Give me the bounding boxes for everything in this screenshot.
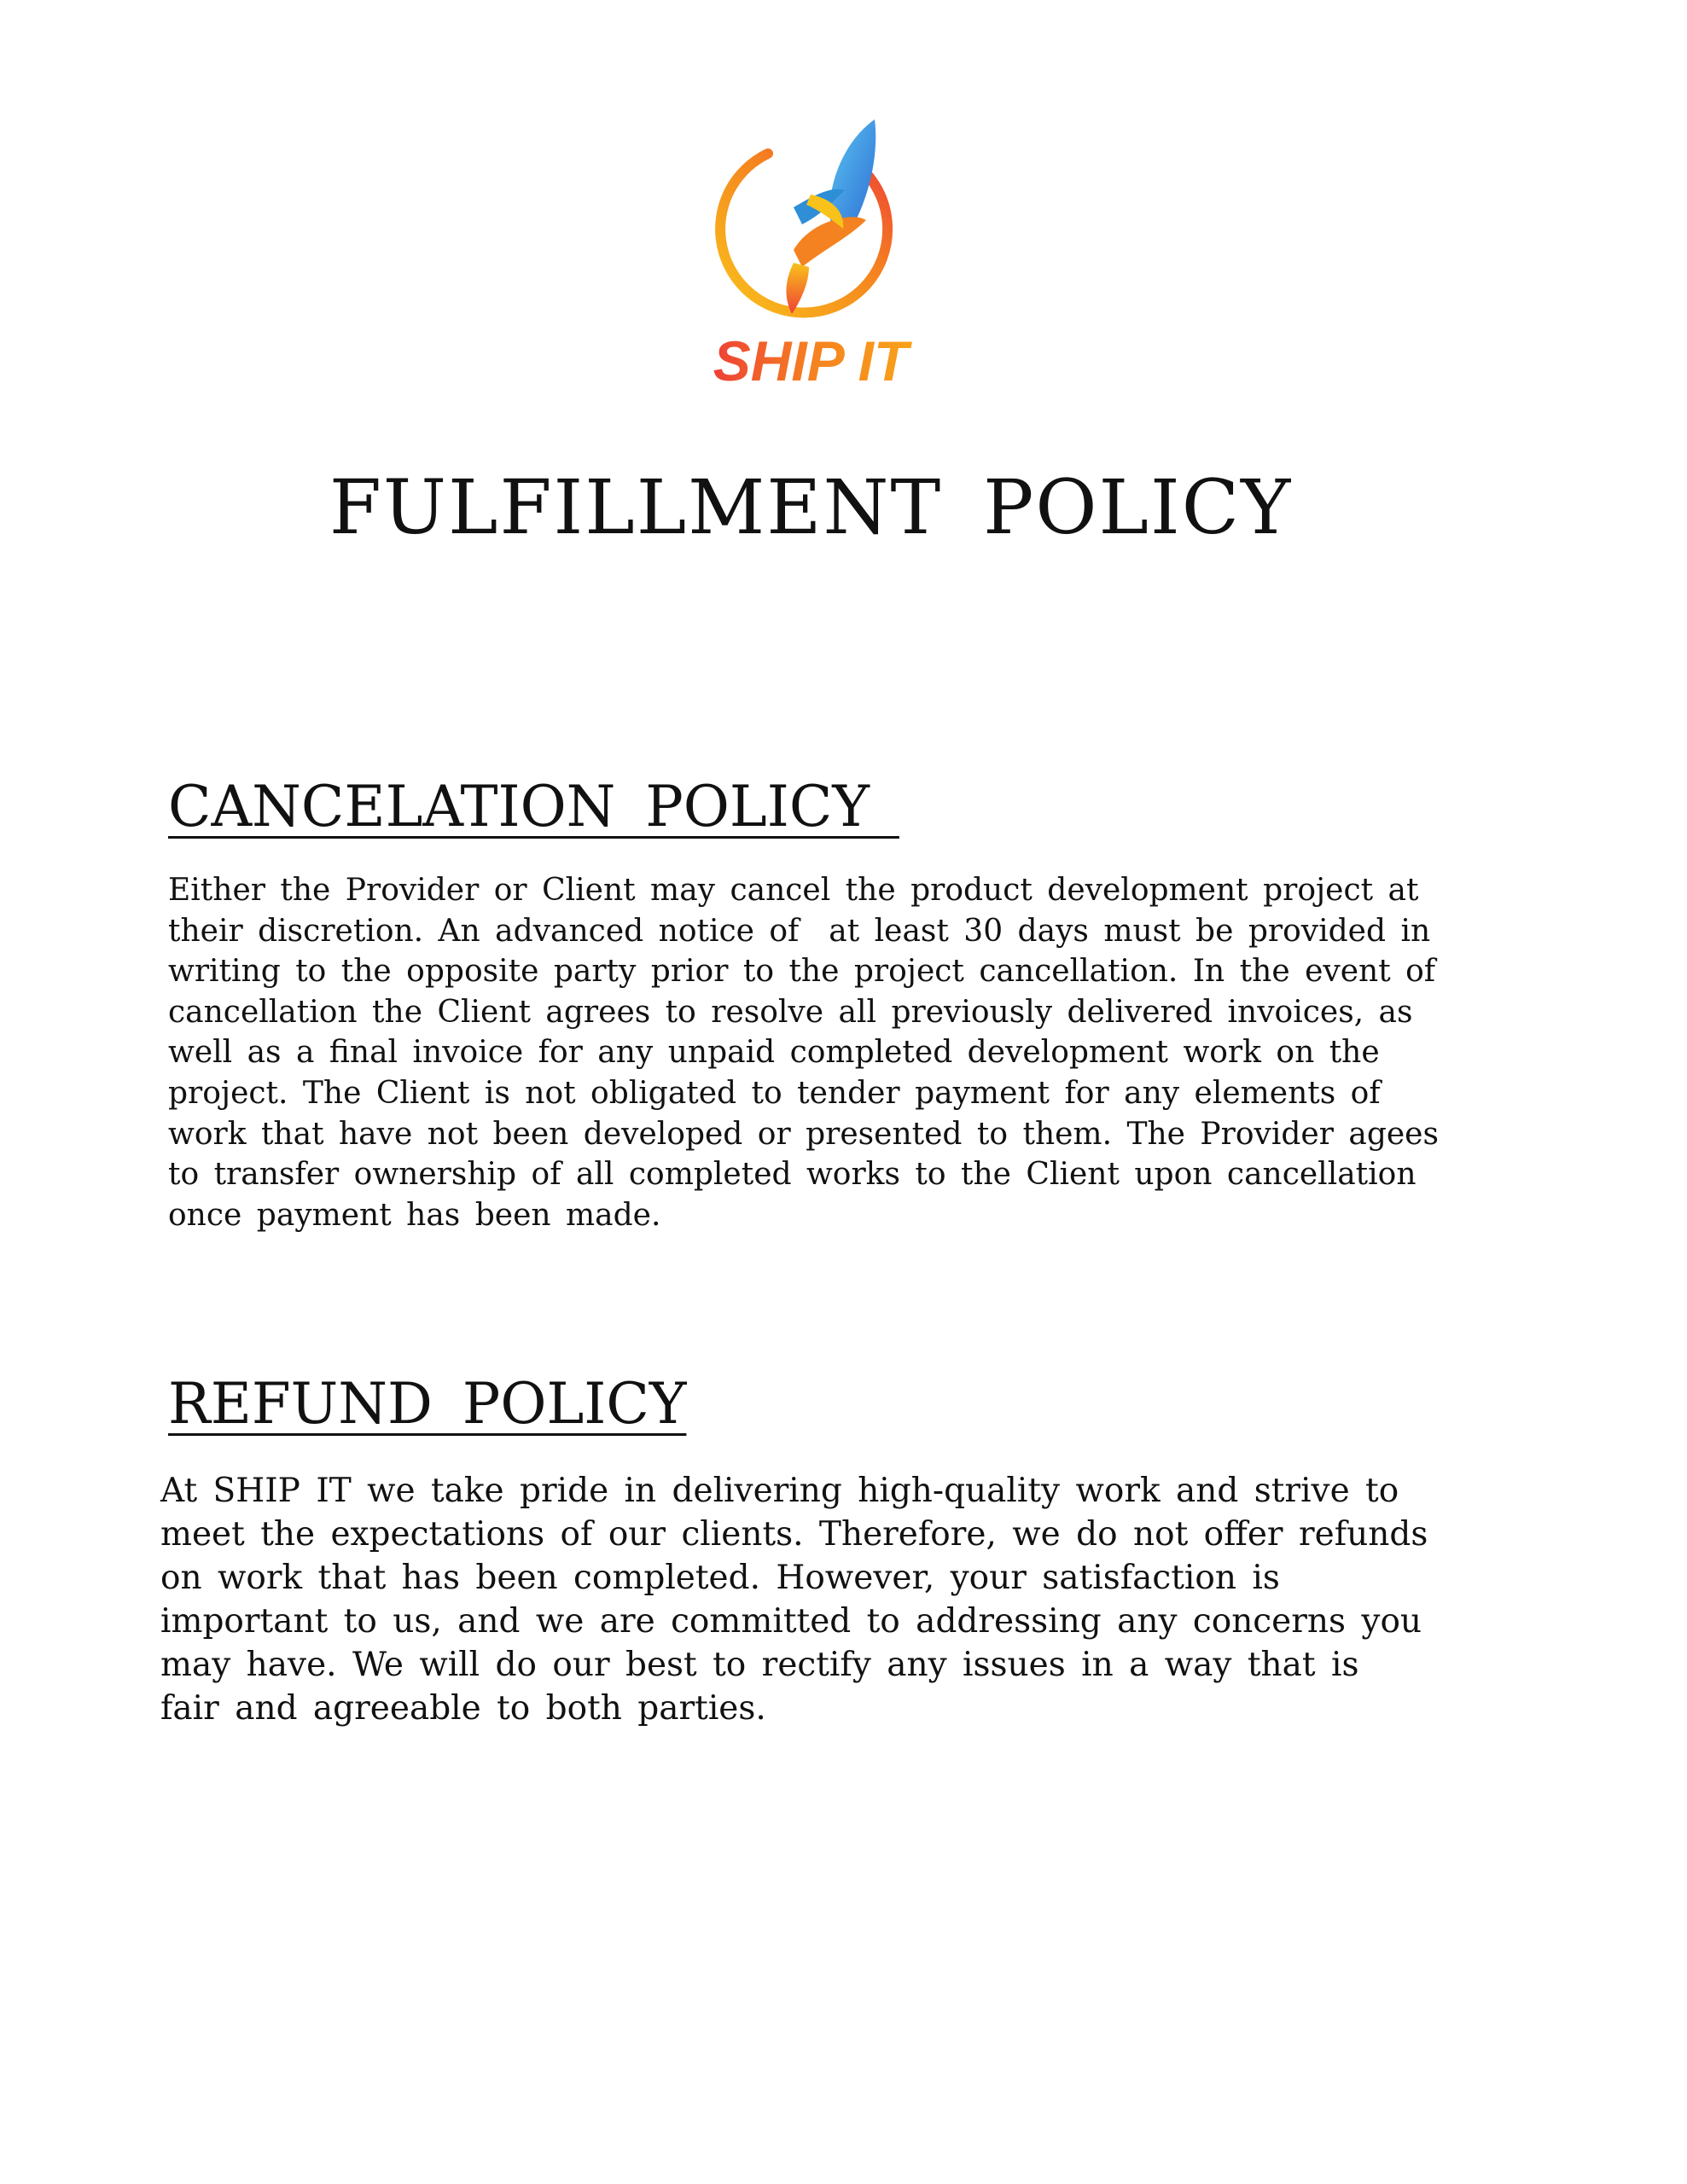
paragraph-line: cancellation the Client agrees to resolve all previously delivered invoices, as <box>168 994 1413 1030</box>
page-title: FULFILLMENT POLICY <box>329 463 1293 551</box>
cancelation-policy-body <box>168 870 1448 1235</box>
paragraph-line: to transfer ownership of all completed works to the Client upon cancellation <box>168 1157 1416 1193</box>
paragraph-line: project. The Client is not obligated to tender payment for any elements of <box>168 1075 1381 1111</box>
paragraph-line: work that have not been developed or presented to them. The Provider agees <box>168 1116 1439 1152</box>
logo-brand-text: SHIP IT <box>713 329 909 391</box>
paragraph-line: well as a final invoice for any unpaid completed development work on the <box>168 1035 1380 1071</box>
cancelation-policy-heading: CANCELATION POLICY <box>168 774 899 839</box>
paragraph-line: meet the expectations of our clients. Therefore, we do not offer refunds <box>160 1515 1428 1554</box>
ship-it-logo <box>666 109 956 391</box>
rocket-logo-icon <box>666 109 956 391</box>
paragraph-line: important to us, and we are committed to addressing any concerns you <box>160 1602 1422 1641</box>
refund-policy-body <box>160 1469 1457 1730</box>
paragraph-line: once payment has been made. <box>168 1197 661 1233</box>
refund-policy-heading: REFUND POLICY <box>168 1371 687 1437</box>
paragraph-line: Either the Provider or Client may cancel the product development project at <box>168 873 1419 908</box>
paragraph-line: writing to the opposite party prior to the project cancellation. In the event of <box>168 954 1436 990</box>
paragraph-line: fair and agreeable to both parties. <box>160 1689 766 1728</box>
paragraph-line: their discretion. An advanced notice of at least 30 days must be provided in <box>168 913 1431 949</box>
paragraph-line: At SHIP IT we take pride in delivering high-quality work and strive to <box>160 1472 1399 1510</box>
paragraph-line: on work that has been completed. However, your satisfaction is <box>160 1559 1280 1597</box>
paragraph-line: may have. We will do our best to rectify any issues in a way that is <box>160 1646 1359 1684</box>
